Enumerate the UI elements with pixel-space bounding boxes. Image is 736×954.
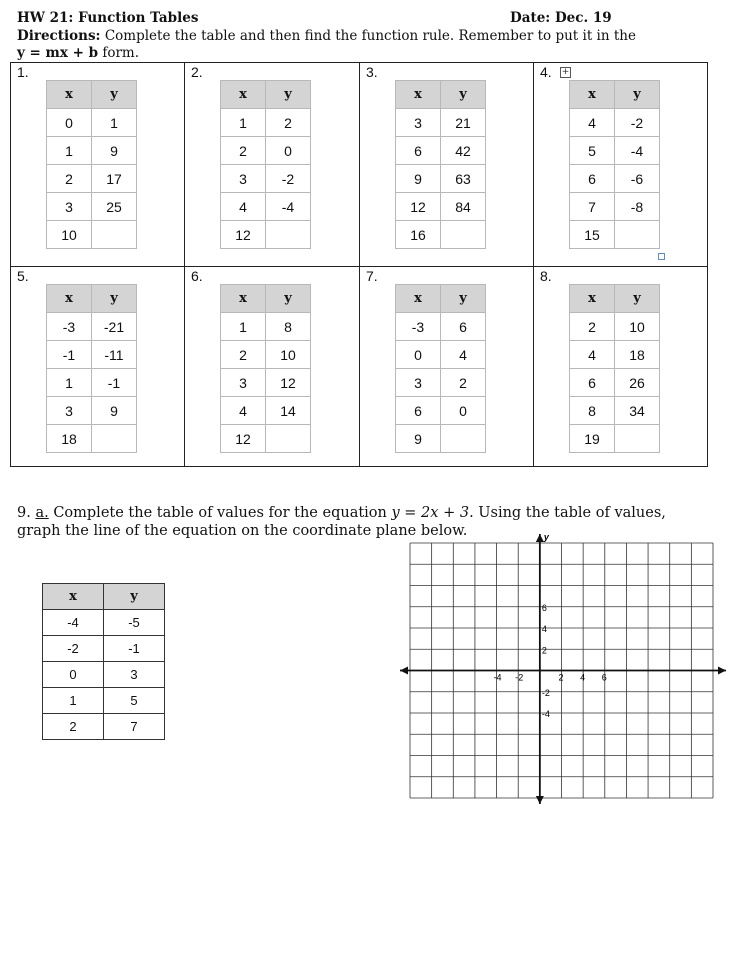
q9-part: a. [35,505,49,521]
y-tick-label: 2 [541,645,547,656]
table-cell: 7 [104,714,165,740]
header-x: x [221,285,266,313]
x-tick-label: 6 [601,672,607,683]
table-cell: 84 [441,193,486,221]
table-cell: 1 [221,109,266,137]
q9-text-2: . Using the table of values, [469,505,666,521]
table-cell: 3 [221,165,266,193]
table-cell: 0 [266,137,311,165]
table-cell: 5 [570,137,615,165]
table-row [47,193,137,221]
table-row [396,313,486,341]
header-x: x [396,285,441,313]
table-row [43,688,165,714]
header-x: x [221,81,266,109]
table-row [570,425,660,453]
problem-4-table [569,80,660,249]
table-cell: 2 [43,714,104,740]
table-row [221,313,311,341]
problem-3-number: 3. [366,64,378,80]
table-cell: -1 [92,369,137,397]
table-row [396,425,486,453]
problem-6-table [220,284,311,453]
table-cell: 8 [570,397,615,425]
table-cell: 6 [396,137,441,165]
table-cell: 1 [92,109,137,137]
answer-blank[interactable] [266,221,311,249]
table-cell: 3 [221,369,266,397]
table-row [396,397,486,425]
table-row [47,425,137,453]
table-cell: 0 [441,397,486,425]
table-cell: 12 [396,193,441,221]
x-axis-left-arrow-icon [400,667,408,675]
header-x: x [396,81,441,109]
table-row [221,193,311,221]
table-row [396,341,486,369]
problem-7-table [395,284,486,453]
header-x: x [570,285,615,313]
table-cell: 9 [396,425,441,453]
problem-7-number: 7. [366,268,378,284]
table-cell: 18 [615,341,660,369]
y-axis-up-arrow-icon [536,534,544,542]
table-row [221,369,311,397]
y-tick-label: 6 [541,602,547,613]
header-y: y [266,81,311,109]
header-y: y [441,81,486,109]
table-cell: 19 [570,425,615,453]
header-y: y [104,584,165,610]
problem-6-number: 6. [191,268,203,284]
table-cell: 2 [441,369,486,397]
table-cell: 6 [570,165,615,193]
table-row [570,165,660,193]
table-cell: 10 [615,313,660,341]
table-row [570,193,660,221]
problem-4-number: 4. [540,64,552,80]
table-cell: -1 [104,636,165,662]
problem-5-cell [10,266,184,467]
table-row [221,165,311,193]
table-row [570,341,660,369]
table-cell: 4 [570,109,615,137]
table-cell: 3 [47,397,92,425]
table-cell: -3 [396,313,441,341]
directions-text: Complete the table and then find the function rule. Remember to put it in the [100,28,636,44]
table-row [396,193,486,221]
table-cell: 2 [266,109,311,137]
table-cell: -1 [47,341,92,369]
answer-blank[interactable] [615,221,660,249]
table-row [570,137,660,165]
table-cell: 4 [221,193,266,221]
table-cell: 10 [266,341,311,369]
table-row [43,610,165,636]
table-cell: -2 [266,165,311,193]
table-cell: -6 [615,165,660,193]
table-cell: 8 [266,313,311,341]
problem-1-table [46,80,137,249]
problems-grid [10,62,708,467]
table-cell: 42 [441,137,486,165]
table-row [221,221,311,249]
q9-number: 9. [17,505,31,521]
header-x: x [47,81,92,109]
table-row [43,662,165,688]
problem-3-table [395,80,486,249]
table-resize-handle[interactable] [658,253,665,260]
problem-1-cell [10,62,184,266]
y-tick-label: -4 [541,709,550,719]
y-tick-label: 4 [541,624,547,634]
table-cell: 9 [92,137,137,165]
header-x: x [570,81,615,109]
header-x: x [47,285,92,313]
table-row [43,714,165,740]
coordinate-plane [400,528,730,808]
table-cell: 3 [396,369,441,397]
table-cell: 4 [570,341,615,369]
problem-5-table [46,284,137,453]
answer-blank[interactable] [92,221,137,249]
table-cell: 0 [43,662,104,688]
table-row [47,341,137,369]
table-cell: -5 [104,610,165,636]
table-row [396,109,486,137]
table-row [47,397,137,425]
table-row [570,369,660,397]
table-row [47,165,137,193]
form-suffix: form. [98,45,140,61]
problem-2-table [220,80,311,249]
directions-label: Directions: [17,28,101,44]
table-cell: 9 [396,165,441,193]
table-cell: 26 [615,369,660,397]
problem-3-cell [359,62,533,266]
q9-text-3: graph the line of the equation on the coordinate plane below. [17,523,468,539]
table-cell: 17 [92,165,137,193]
header-y: y [615,285,660,313]
table-cell: 63 [441,165,486,193]
table-row [43,636,165,662]
table-cell: 2 [221,137,266,165]
problem-8-table [569,284,660,453]
table-cell: 4 [441,341,486,369]
problem-8-cell [533,266,708,467]
x-axis-right-arrow-icon [718,667,726,675]
answer-blank[interactable] [92,425,137,453]
answer-blank[interactable] [615,425,660,453]
x-tick-label: 4 [580,672,586,683]
table-cell: 1 [221,313,266,341]
problem-2-number: 2. [191,64,203,80]
table-cell: 0 [47,109,92,137]
worksheet-title: HW 21: Function Tables [17,10,199,26]
table-cell: -3 [47,313,92,341]
problem-6-cell [184,266,359,467]
table-cell: 16 [396,221,441,249]
table-cell: 6 [570,369,615,397]
table-cell: 25 [92,193,137,221]
table-row [221,397,311,425]
table-cell: 1 [47,369,92,397]
q9-text-1: Complete the table of values for the equation [48,505,392,521]
table-cell: -11 [92,341,137,369]
table-cell: 6 [441,313,486,341]
table-cell: 12 [221,221,266,249]
table-move-handle-icon[interactable]: + [561,67,570,77]
problem-8-number: 8. [540,268,552,284]
header-y: y [615,81,660,109]
q9-equation: y = 2x + 3 [391,505,470,521]
header-y: y [266,285,311,313]
table-cell: -4 [43,610,104,636]
header-x: x [43,584,104,610]
table-row [570,221,660,249]
q9-values-table [42,583,165,740]
problem-2-cell [184,62,359,266]
answer-blank[interactable] [441,425,486,453]
table-cell: 1 [43,688,104,714]
answer-blank[interactable] [441,221,486,249]
table-cell: 14 [266,397,311,425]
problem-4-cell [533,62,708,266]
table-row [396,369,486,397]
table-cell: 10 [47,221,92,249]
table-row [570,109,660,137]
table-cell: 12 [266,369,311,397]
table-row [47,369,137,397]
table-cell: -4 [615,137,660,165]
table-cell: -8 [615,193,660,221]
table-cell: -2 [43,636,104,662]
table-cell: 18 [47,425,92,453]
y-axis-down-arrow-icon [536,796,544,804]
table-cell: 2 [221,341,266,369]
table-cell: 0 [396,341,441,369]
x-tick-label: -2 [515,672,524,683]
table-row [396,221,486,249]
header-y: y [92,81,137,109]
table-cell: 7 [570,193,615,221]
table-cell: 21 [441,109,486,137]
directions-form [17,45,139,62]
problem-5-number: 5. [17,268,29,284]
table-row [47,109,137,137]
form-equation: y = mx + b [17,45,99,61]
problem-1-number: 1. [17,64,29,80]
table-row [570,397,660,425]
x-tick-label: -4 [493,672,502,683]
table-cell: 2 [570,313,615,341]
table-cell: 12 [221,425,266,453]
table-cell: 2 [47,165,92,193]
answer-blank[interactable] [266,425,311,453]
table-cell: -4 [266,193,311,221]
table-cell: 15 [570,221,615,249]
y-axis-label: y [543,532,549,542]
table-row [396,137,486,165]
table-cell: 4 [221,397,266,425]
table-row [47,221,137,249]
table-cell: 34 [615,397,660,425]
table-row [221,341,311,369]
table-row [221,137,311,165]
table-cell: 6 [396,397,441,425]
table-cell: 3 [396,109,441,137]
header-y: y [92,285,137,313]
y-tick-label: -2 [541,687,550,698]
table-cell: 3 [104,662,165,688]
table-cell: 1 [47,137,92,165]
worksheet-date: Date: Dec. 19 [510,10,612,26]
table-cell: -21 [92,313,137,341]
table-cell: 3 [47,193,92,221]
table-cell: 5 [104,688,165,714]
x-tick-label: 2 [558,672,564,683]
header-y: y [441,285,486,313]
table-row [570,313,660,341]
directions [17,28,636,45]
table-row [396,165,486,193]
table-cell: 9 [92,397,137,425]
table-row [47,313,137,341]
table-row [221,109,311,137]
problem-7-cell [359,266,533,467]
table-row [221,425,311,453]
table-row [47,137,137,165]
table-cell: -2 [615,109,660,137]
